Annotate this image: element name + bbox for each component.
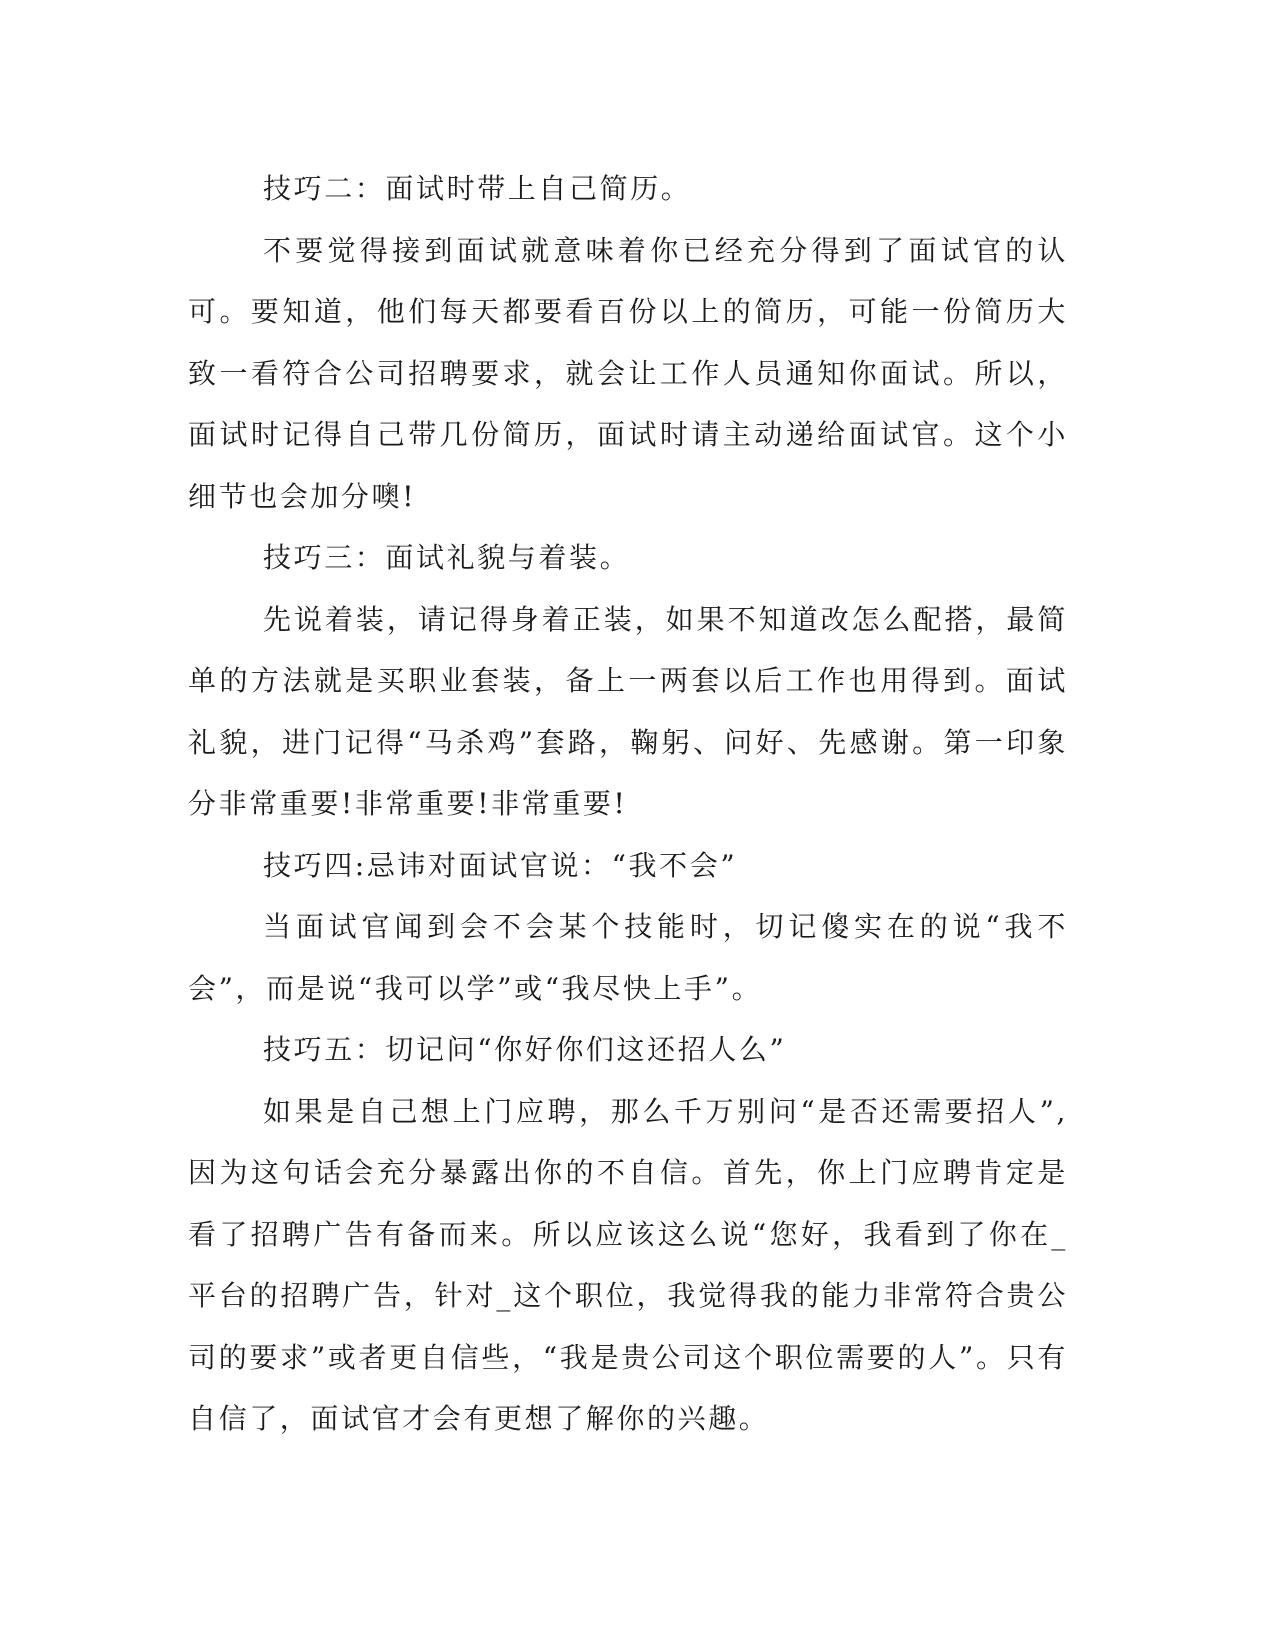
tip-four-heading: 技巧四:忌讳对面试官说：“我不会” (263, 848, 738, 882)
tip-two-heading: 技巧二：面试时带上自己简历。 (263, 172, 692, 205)
document-body (188, 158, 1068, 1450)
tip-five-paragraph: 如果是自己想上门应聘，那么千万别问“是否还需要招人”,因为这句话会充分暴露出你的不自信。首先，你上门应聘肯定是看了招聘广告有备而来。所以应该这么说“您好，我看到了你在_平台的招聘广告，针对_这个职位，我觉得我的能力非常符合贵公司的要求”或者更自信些，“我是贵公司这个职位需要的人”。只有自信了，面试官才会有更想了解你的兴趣。 (188, 1094, 1068, 1435)
tip-two-paragraph: 不要觉得接到面试就意味着你已经充分得到了面试官的认可。要知道，他们每天都要看百份以上的简历，可能一份简历大致一看符合公司招聘要求，就会让工作人员通知你面试。所以，面试时记得自己带几份简历，面试时请主动递给面试官。这个小细节也会加分噢! (188, 233, 1068, 513)
tip-five-heading: 技巧五：切记问“你好你们这还招人么” (263, 1033, 787, 1066)
tip-three-heading: 技巧三：面试礼貌与着装。 (263, 541, 631, 574)
tip-three-paragraph: 先说着装，请记得身着正装，如果不知道改怎么配搭，最简单的方法就是买职业套装，备上一两套以后工作也用得到。面试礼貌，进门记得“马杀鸡”套路，鞠躬、问好、先感谢。第一印象分非常重要!非常重要!非常重要! (188, 602, 1068, 820)
tip-four-paragraph: 当面试官闻到会不会某个技能时，切记傻实在的说“我不会”，而是说“我可以学”或“我尽快上手”。 (188, 910, 1068, 1005)
